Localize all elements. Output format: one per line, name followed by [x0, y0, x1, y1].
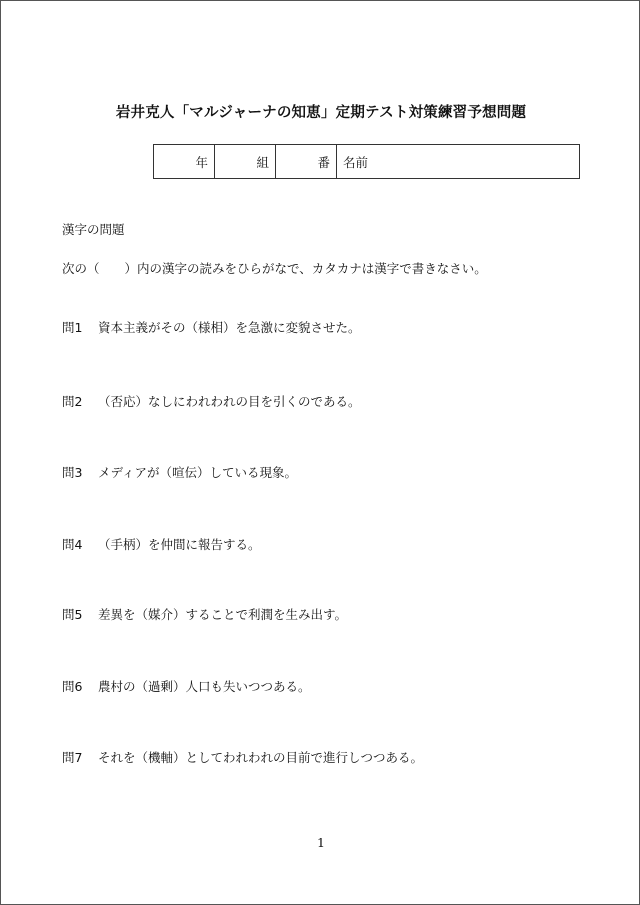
- question-text: 農村の（過剰）人口も失いつつある。: [98, 679, 311, 694]
- question-2: [62, 392, 361, 410]
- question-text: 差異を（媒介）することで利潤を生み出す。: [98, 607, 348, 622]
- page-title: 岩井克人「マルジャーナの知恵」定期テスト対策練習予想問題: [115, 105, 527, 121]
- name-label: 名前: [343, 154, 369, 170]
- year-label: 年: [195, 154, 208, 170]
- question-text: メディアが（喧伝）している現象。: [98, 465, 298, 480]
- question-7: [62, 748, 423, 766]
- question-number: 問5: [62, 607, 83, 622]
- section-heading: 漢字の問題: [62, 222, 125, 237]
- question-number: 問1: [62, 320, 83, 335]
- question-number: 問6: [62, 679, 83, 694]
- year-cell: [154, 145, 215, 179]
- number-label: 番: [317, 154, 330, 170]
- question-number: 問7: [62, 750, 83, 765]
- question-text: 資本主義がその（様相）を急激に変貌させた。: [98, 320, 361, 335]
- question-5: [62, 605, 347, 623]
- question-1: [62, 318, 361, 336]
- question-number: 問4: [62, 537, 83, 552]
- class-cell: [215, 145, 276, 179]
- question-text: それを（機軸）としてわれわれの目前で進行しつつある。: [98, 750, 424, 765]
- question-text: （手柄）を仲間に報告する。: [98, 537, 261, 552]
- instruction-text: 次の（ ）内の漢字の読みをひらがなで、カタカナは漢字で書きなさい。: [62, 261, 487, 276]
- class-label: 組: [256, 154, 269, 170]
- name-cell: [337, 145, 580, 179]
- page-number: 1: [317, 835, 325, 850]
- number-cell: [276, 145, 337, 179]
- question-4: [62, 535, 261, 553]
- question-text: （否応）なしにわれわれの目を引くのである。: [98, 394, 361, 409]
- question-number: 問3: [62, 465, 83, 480]
- student-info-table: [153, 144, 580, 179]
- question-6: [62, 677, 311, 695]
- question-number: 問2: [62, 394, 83, 409]
- question-3: [62, 463, 297, 481]
